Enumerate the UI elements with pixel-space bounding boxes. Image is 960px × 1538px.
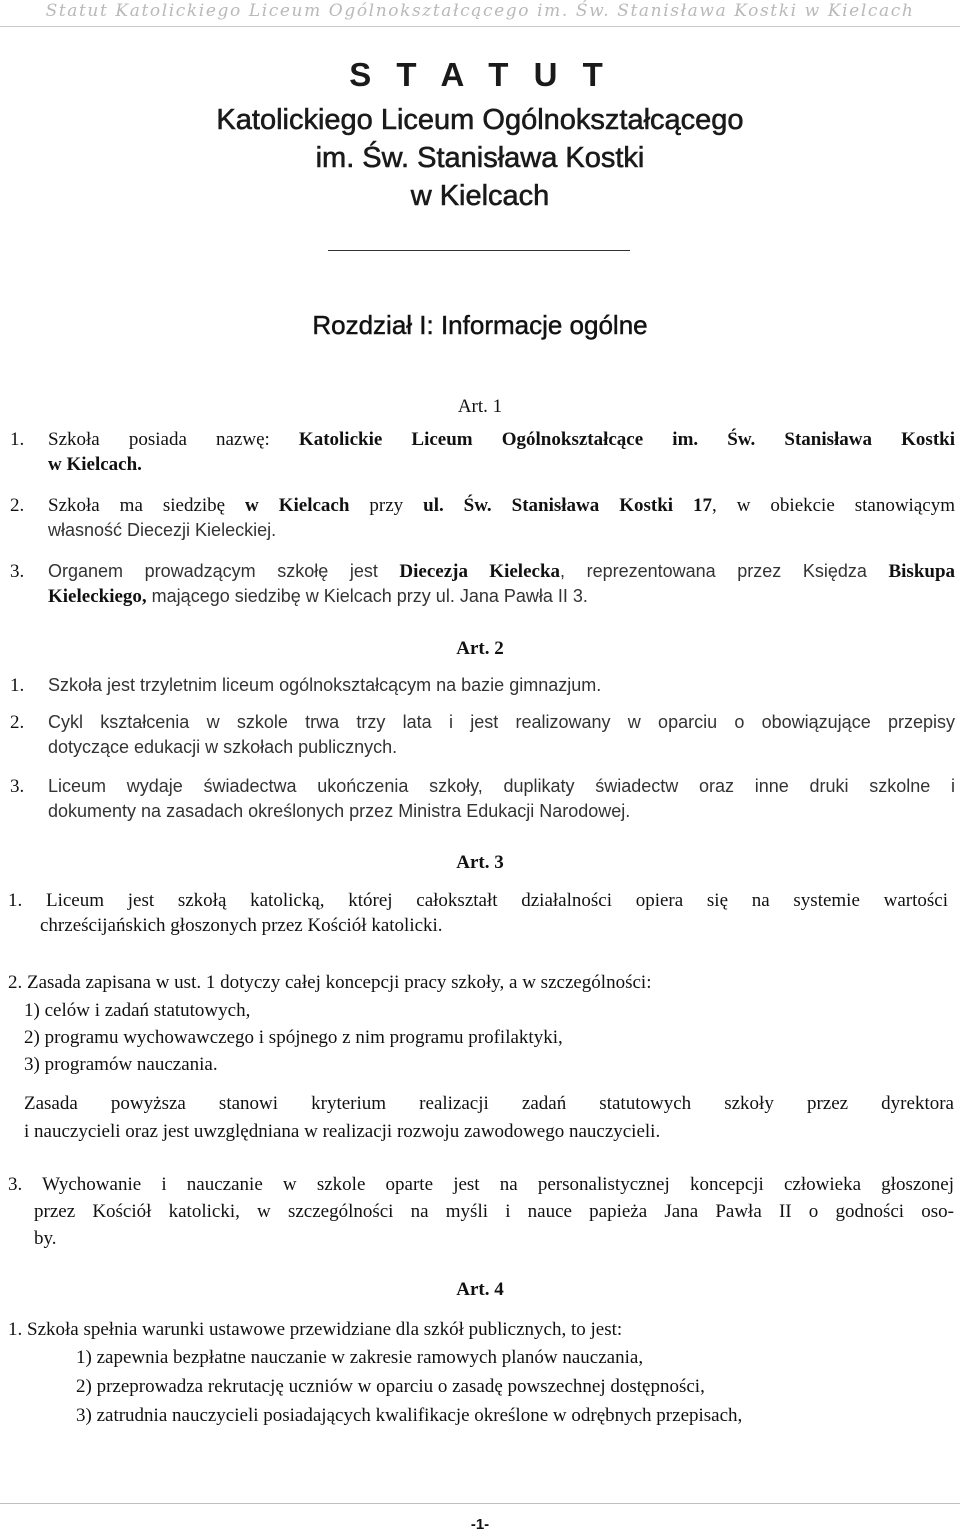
article-3-list [24, 998, 924, 1077]
page-number: -1- [470, 1516, 490, 1533]
school-name-line-2: im. Św. Stanisława Kostki [315, 142, 645, 174]
article-1-heading: Art. 1 [457, 396, 503, 417]
school-name-line-3: w Kielcach [410, 180, 550, 212]
text-run: Liceum wydaje świadectwa ukończenia szkoły, duplikaty świadectw oraz inne druki szkolne i [48, 776, 955, 796]
text-run: 2. Zasada zapisana w ust. 1 dotyczy całej koncepcji pracy szkoły, a w szczególności: [8, 972, 652, 993]
list-item: 1) zapewnia bezpłatne nauczanie w zakresie ramowych planów nauczania, [76, 1347, 644, 1368]
paragraph-number: 1. [10, 675, 25, 696]
text-run: Szkoła posiada nazwę: [48, 429, 299, 450]
text-bold: Kieleckiego, [48, 586, 147, 607]
article-4-heading: Art. 4 [456, 1279, 504, 1300]
text-run: by. [34, 1228, 57, 1249]
article-3-heading: Art. 3 [456, 852, 504, 873]
chapter-heading: Rozdział I: Informacje ogólne [312, 310, 648, 340]
article-1-paragraph-1 [10, 427, 955, 477]
school-name-bold: Katolickie Liceum Ogólnokształcące im. Św. Stanisława Kostki [298, 429, 955, 450]
title-divider [328, 250, 630, 251]
text-run: , reprezentowana przez Księdza [560, 561, 889, 581]
footer-divider [0, 1503, 960, 1504]
text-run: Organem prowadzącym szkołę jest [48, 561, 400, 581]
text-run: Zasada powyższa stanowi kryterium realizacji zadań statutowych szkoły przez dyrektora [24, 1093, 954, 1114]
article-3-paragraph-3 [8, 1172, 954, 1251]
address-bold: ul. Św. Stanisława Kostki 17 [423, 495, 713, 516]
paragraph-number: 1. [10, 429, 25, 450]
document-title: S T A T U T [349, 56, 611, 93]
article-3-paragraph-1 [8, 888, 948, 938]
article-4-list [76, 1345, 946, 1428]
text-run: Szkoła jest trzyletnim liceum ogólnokształcącym na bazie gimnazjum. [48, 675, 602, 695]
text-run: 3. Wychowanie i nauczanie w szkole oparte jest na personalistycznej koncepcji człowieka głoszonej [8, 1174, 954, 1195]
article-3-paragraph-2 [8, 970, 948, 995]
text-run: i nauczycieli oraz jest uwzględniana w realizacji rozwoju zawodowego nauczycieli. [24, 1121, 661, 1142]
text-run: chrześcijańskich głoszonych przez Kościół katolicki. [40, 915, 443, 936]
text-run: 1. Liceum jest szkołą katolicką, której całokształt działalności opiera się na systemie wartości [8, 890, 948, 911]
text-run: przez Kościół katolicki, w szczególności na myśli i nauce papieża Jana Pawła II o godności oso- [34, 1201, 954, 1222]
list-item: 1) celów i zadań statutowych, [24, 1000, 251, 1021]
text-run: 1. Szkoła spełnia warunki ustawowe przewidziane dla szkół publicznych, to jest: [8, 1319, 623, 1340]
text-run: dokumenty na zasadach określonych przez Ministra Edukacji Narodowej. [48, 801, 631, 821]
text-run: przy [349, 495, 424, 516]
article-1-paragraph-3 [10, 559, 955, 609]
list-item: 2) programu wychowawczego i spójnego z nim programu profilaktyki, [24, 1027, 563, 1048]
paragraph-number: 2. [10, 712, 25, 733]
text-run: własność Diecezji Kieleckiej. [48, 520, 277, 540]
text-bold: w Kielcach [245, 495, 350, 516]
school-name-line-1: Katolickiego Liceum Ogólnokształcącego [216, 104, 744, 136]
article-2-paragraph-1 [10, 673, 955, 698]
text-bold: Biskupa [888, 561, 956, 582]
article-2-paragraph-2 [10, 710, 955, 760]
paragraph-number: 3. [10, 776, 25, 797]
list-item: 3) zatrudnia nauczycieli posiadających kwalifikacje określone w odrębnych przepisach, [76, 1405, 743, 1426]
running-header: Statut Katolickiego Liceum Ogólnokształcącego im. Św. Stanisława Kostki w Kielcach [0, 0, 960, 27]
text-run: dotyczące edukacji w szkołach publicznych. [48, 737, 398, 757]
article-1-paragraph-2 [10, 493, 955, 543]
paragraph-number: 2. [10, 495, 25, 516]
paragraph-number: 3. [10, 561, 25, 582]
article-2-paragraph-3 [10, 774, 955, 824]
article-3-note [24, 1091, 954, 1144]
text-bold: Diecezja Kielecka [399, 561, 561, 582]
article-2-heading: Art. 2 [456, 638, 504, 659]
list-item: 2) przeprowadza rekrutację uczniów w oparciu o zasadę powszechnej dostępności, [76, 1376, 705, 1397]
text-run: , w obiekcie stanowiącym [712, 495, 955, 516]
list-item: 3) programów nauczania. [24, 1054, 218, 1075]
text-run: Szkoła ma siedzibę [48, 495, 246, 516]
article-4-paragraph-1 [8, 1317, 948, 1342]
location-bold: w Kielcach. [48, 454, 142, 475]
text-run: Cykl kształcenia w szkole trwa trzy lata i jest realizowany w oparciu o obowiązujące przepisy [48, 712, 955, 732]
text-run: mającego siedzibę w Kielcach przy ul. Jana Pawła II 3. [146, 586, 588, 606]
